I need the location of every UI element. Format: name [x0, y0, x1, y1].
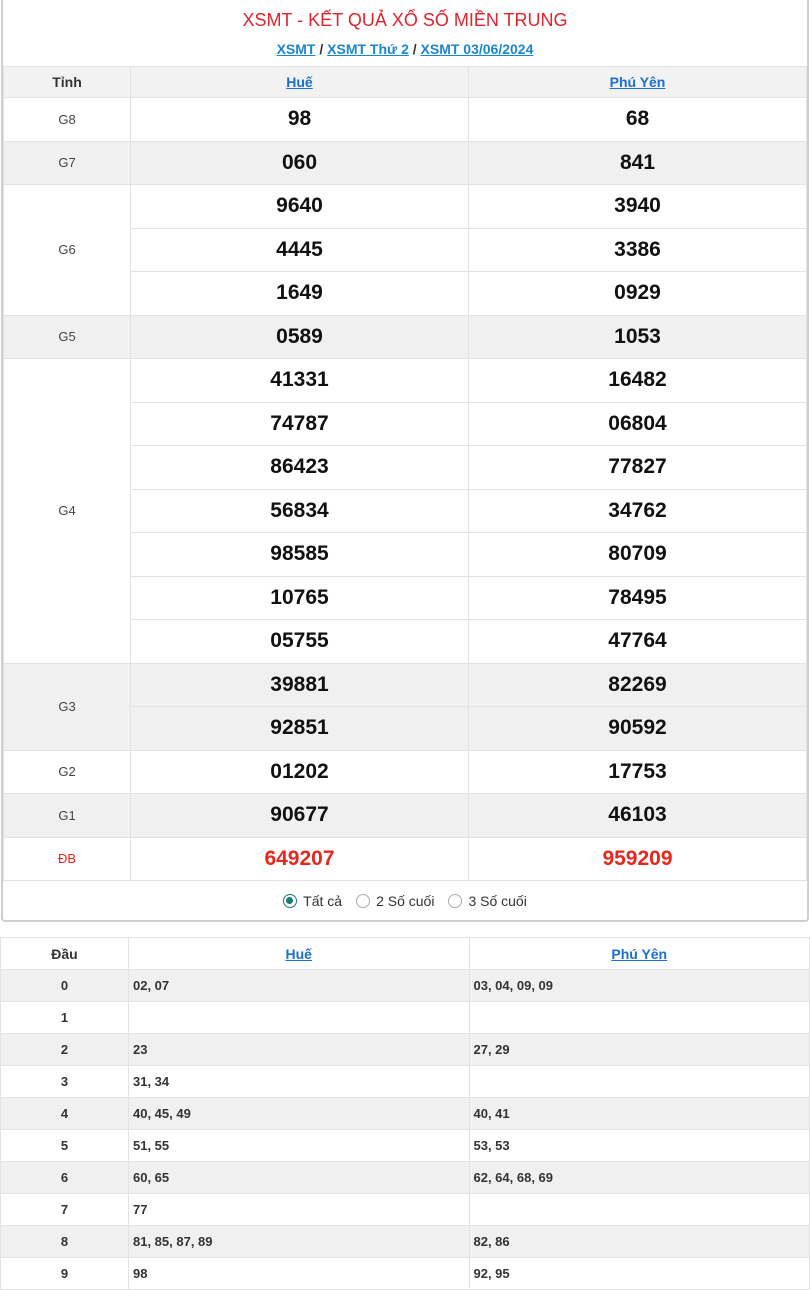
- prize-row: [4, 315, 807, 359]
- prize-number: 17753: [469, 750, 807, 794]
- loto-numbers-hue: 98: [129, 1258, 470, 1290]
- prize-number: 0929: [469, 272, 807, 316]
- filter-3-digits[interactable]: 3 Số cuối: [448, 893, 526, 909]
- radio-icon[interactable]: [356, 894, 370, 908]
- prize-number: 41331: [131, 359, 469, 403]
- prize-number: 10765: [131, 576, 469, 620]
- breadcrumb: XSMT / XSMT Thứ 2 / XSMT 03/06/2024: [276, 41, 534, 57]
- loto-numbers-phu-yen: 62, 64, 68, 69: [469, 1162, 810, 1194]
- prize-number: 9640: [131, 185, 469, 229]
- loto-numbers-phu-yen: [469, 1002, 810, 1034]
- results-table: [3, 66, 807, 881]
- head-digit: 7: [1, 1194, 129, 1226]
- loto-numbers-phu-yen: 27, 29: [469, 1034, 810, 1066]
- loto-row: [1, 970, 810, 1002]
- head-digit: 9: [1, 1258, 129, 1290]
- prize-row: [4, 750, 807, 794]
- loto-table: [0, 937, 810, 1290]
- loto-row: [1, 1130, 810, 1162]
- loto-row: [1, 1034, 810, 1066]
- prize-number: 86423: [131, 446, 469, 490]
- radio-icon[interactable]: [448, 894, 462, 908]
- loto-numbers-phu-yen: [469, 1194, 810, 1226]
- loto-numbers-hue: 51, 55: [129, 1130, 470, 1162]
- prize-number: 1053: [469, 315, 807, 359]
- prize-number: 74787: [131, 402, 469, 446]
- prize-number: 841: [469, 141, 807, 185]
- prize-label: G1: [4, 794, 131, 838]
- special-prize-number: 649207: [131, 837, 469, 881]
- breadcrumb-xsmt-thu2[interactable]: XSMT Thứ 2: [327, 41, 409, 57]
- loto-numbers-phu-yen: 82, 86: [469, 1226, 810, 1258]
- prize-number: 4445: [131, 228, 469, 272]
- results-card: [1, 0, 809, 922]
- prize-label: G4: [4, 359, 131, 664]
- prize-number: 90677: [131, 794, 469, 838]
- prize-row: [4, 185, 807, 229]
- header-head-digit: Đầu: [1, 938, 129, 970]
- prize-number: 06804: [469, 402, 807, 446]
- loto-numbers-hue: 77: [129, 1194, 470, 1226]
- prize-number: 98585: [131, 533, 469, 577]
- loto-link-phu-yen[interactable]: Phú Yên: [611, 945, 668, 962]
- head-digit: 8: [1, 1226, 129, 1258]
- loto-row: [1, 1098, 810, 1130]
- head-digit: 2: [1, 1034, 129, 1066]
- breadcrumb-xsmt[interactable]: XSMT: [276, 41, 316, 57]
- loto-numbers-hue: [129, 1002, 470, 1034]
- province-link-phu-yen[interactable]: Phú Yên: [609, 74, 666, 90]
- loto-numbers-phu-yen: [469, 1066, 810, 1098]
- loto-row: [1, 1002, 810, 1034]
- head-digit: 1: [1, 1002, 129, 1034]
- loto-numbers-phu-yen: 40, 41: [469, 1098, 810, 1130]
- prize-number: 46103: [469, 794, 807, 838]
- breadcrumb-date[interactable]: XSMT 03/06/2024: [420, 41, 534, 57]
- loto-numbers-hue: 60, 65: [129, 1162, 470, 1194]
- prize-row: [4, 663, 807, 707]
- prize-number: 47764: [469, 620, 807, 664]
- prize-label: G7: [4, 141, 131, 185]
- prize-number: 92851: [131, 707, 469, 751]
- prize-label: G5: [4, 315, 131, 359]
- prize-number: 060: [131, 141, 469, 185]
- loto-numbers-phu-yen: 53, 53: [469, 1130, 810, 1162]
- prize-number: 90592: [469, 707, 807, 751]
- loto-row: [1, 1194, 810, 1226]
- prize-number: 68: [469, 98, 807, 142]
- header-province: Tỉnh: [4, 67, 131, 98]
- loto-numbers-phu-yen: 03, 04, 09, 09: [469, 970, 810, 1002]
- prize-row: [4, 359, 807, 403]
- loto-row: [1, 1162, 810, 1194]
- radio-icon[interactable]: [283, 894, 297, 908]
- prize-number: 01202: [131, 750, 469, 794]
- province-link-hue[interactable]: Huế: [286, 74, 313, 90]
- loto-row: [1, 1226, 810, 1258]
- prize-row: [4, 837, 807, 881]
- page-title: XSMT - KẾT QUẢ XỔ SỐ MIỀN TRUNG: [242, 10, 568, 30]
- prize-number: 98: [131, 98, 469, 142]
- prize-number: 82269: [469, 663, 807, 707]
- prize-number: 56834: [131, 489, 469, 533]
- filter-2-digits[interactable]: 2 Số cuối: [356, 893, 434, 909]
- head-digit: 6: [1, 1162, 129, 1194]
- loto-numbers-hue: 40, 45, 49: [129, 1098, 470, 1130]
- loto-numbers-phu-yen: 92, 95: [469, 1258, 810, 1290]
- digit-filter: [3, 881, 807, 921]
- head-digit: 5: [1, 1130, 129, 1162]
- prize-label: ĐB: [4, 837, 131, 881]
- prize-number: 05755: [131, 620, 469, 664]
- prize-number: 3940: [469, 185, 807, 229]
- prize-number: 77827: [469, 446, 807, 490]
- prize-label: G8: [4, 98, 131, 142]
- loto-row: [1, 1066, 810, 1098]
- prize-number: 34762: [469, 489, 807, 533]
- head-digit: 0: [1, 970, 129, 1002]
- head-digit: 4: [1, 1098, 129, 1130]
- prize-number: 78495: [469, 576, 807, 620]
- prize-number: 3386: [469, 228, 807, 272]
- prize-row: [4, 141, 807, 185]
- prize-number: 0589: [131, 315, 469, 359]
- filter-all[interactable]: Tất cả: [283, 893, 342, 909]
- prize-number: 16482: [469, 359, 807, 403]
- prize-label: G3: [4, 663, 131, 750]
- head-digit: 3: [1, 1066, 129, 1098]
- prize-number: 80709: [469, 533, 807, 577]
- prize-row: [4, 794, 807, 838]
- loto-numbers-hue: 23: [129, 1034, 470, 1066]
- prize-number: 1649: [131, 272, 469, 316]
- loto-numbers-hue: 81, 85, 87, 89: [129, 1226, 470, 1258]
- prize-row: [4, 98, 807, 142]
- prize-label: G2: [4, 750, 131, 794]
- special-prize-number: 959209: [469, 837, 807, 881]
- loto-row: [1, 1258, 810, 1290]
- loto-numbers-hue: 31, 34: [129, 1066, 470, 1098]
- prize-number: 39881: [131, 663, 469, 707]
- prize-label: G6: [4, 185, 131, 316]
- loto-numbers-hue: 02, 07: [129, 970, 470, 1002]
- loto-link-hue[interactable]: Huế: [285, 945, 312, 962]
